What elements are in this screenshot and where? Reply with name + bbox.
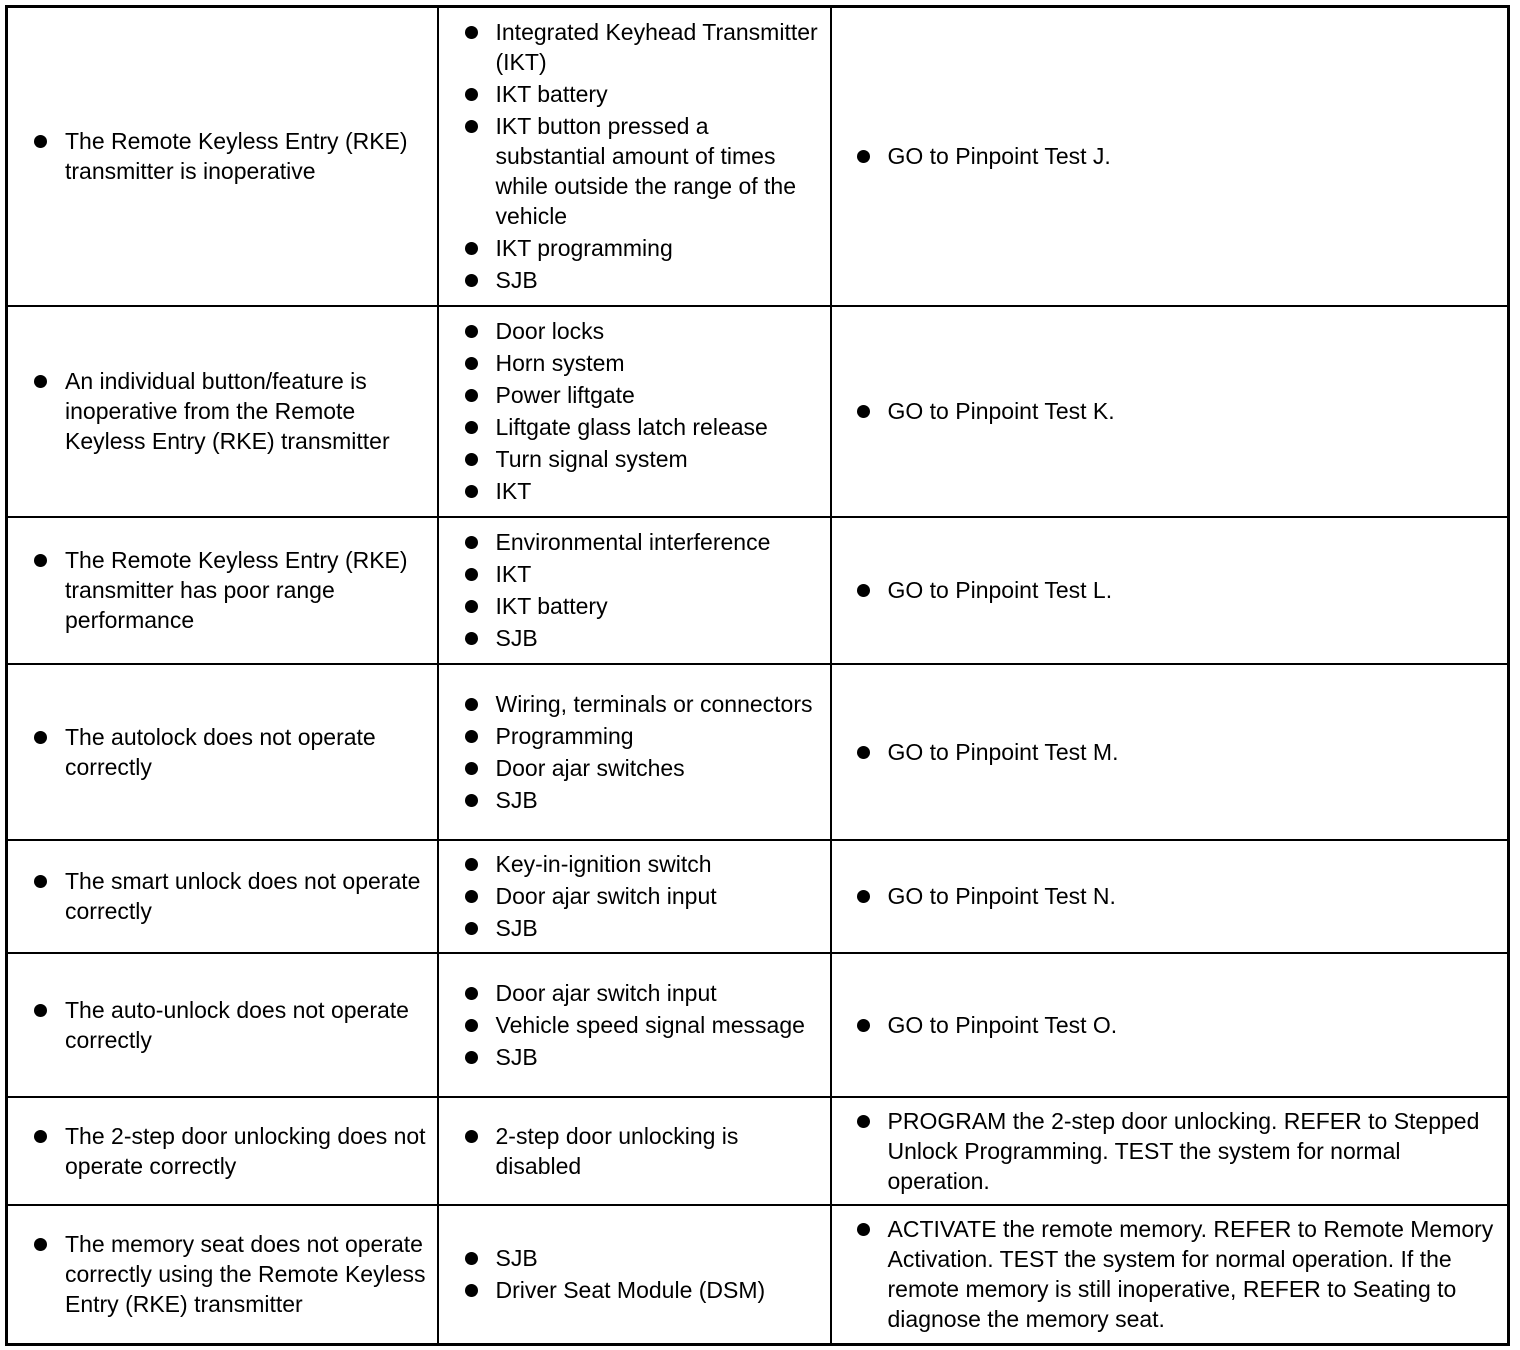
action-text: GO to Pinpoint Test N. <box>887 883 1116 909</box>
cause-list <box>439 849 830 943</box>
bullet-icon <box>465 389 478 402</box>
list-item <box>496 1010 824 1040</box>
cause-text: IKT battery <box>495 593 608 619</box>
table-row <box>7 953 1509 1097</box>
symptom-list <box>8 1121 437 1181</box>
table-row <box>7 1205 1509 1345</box>
bullet-icon <box>34 375 47 388</box>
cause-cell <box>438 306 831 517</box>
cause-list <box>439 689 830 815</box>
cause-cell <box>438 517 831 664</box>
bullet-icon <box>465 88 478 101</box>
bullet-icon <box>34 135 47 148</box>
cause-text: Liftgate glass latch release <box>495 414 768 440</box>
cause-list <box>439 316 830 506</box>
list-item <box>888 396 1496 426</box>
cause-list <box>439 1243 830 1305</box>
list-item <box>496 978 824 1008</box>
list-item <box>888 1010 1496 1040</box>
bullet-icon <box>465 730 478 743</box>
list-item <box>496 559 824 589</box>
list-item <box>496 380 824 410</box>
cause-text: Turn signal system <box>495 446 688 472</box>
bullet-icon <box>857 1223 870 1236</box>
symptom-text: The autolock does not operate correctly <box>65 723 376 780</box>
symptom-chart-table <box>5 5 1510 1346</box>
cause-text: Integrated Keyhead Transmitter (IKT) <box>495 19 818 76</box>
cause-text: 2-step door unlocking is disabled <box>495 1122 739 1179</box>
cause-text: Vehicle speed signal message <box>495 1011 805 1038</box>
cause-text: Environmental interference <box>495 529 771 555</box>
bullet-icon <box>465 600 478 613</box>
list-item <box>496 785 824 815</box>
bullet-icon <box>34 554 47 567</box>
symptom-list <box>8 366 437 456</box>
list-item <box>65 1121 429 1181</box>
list-item <box>496 17 824 77</box>
action-text: GO to Pinpoint Test L. <box>887 577 1113 603</box>
list-item <box>888 1106 1496 1196</box>
cause-cell <box>438 840 831 953</box>
cause-list <box>439 17 830 295</box>
list-item <box>496 913 824 943</box>
list-item <box>496 476 824 506</box>
table-row <box>7 7 1509 306</box>
cause-text: IKT <box>495 561 532 587</box>
cause-text: Door ajar switch input <box>495 883 717 909</box>
action-text: GO to Pinpoint Test J. <box>887 143 1111 170</box>
bullet-icon <box>465 858 478 871</box>
cause-text: IKT button pressed a substantial amount of times while outside the range of the vehicle <box>495 113 796 230</box>
bullet-icon <box>465 1019 478 1032</box>
table-row <box>7 1097 1509 1205</box>
bullet-icon <box>465 1252 478 1265</box>
list-item <box>496 1121 824 1181</box>
symptom-cell <box>7 953 438 1097</box>
action-cell <box>831 1205 1509 1345</box>
cause-text: SJB <box>495 915 538 941</box>
table-row <box>7 664 1509 840</box>
list-item <box>496 412 824 442</box>
cause-text: SJB <box>495 1043 538 1070</box>
symptom-cell <box>7 664 438 840</box>
symptom-text: The 2-step door unlocking does not operate correctly <box>65 1122 426 1179</box>
list-item <box>496 623 824 653</box>
action-text: PROGRAM the 2-step door unlocking. REFER to Stepped Unlock Programming. TEST the system for normal operation. <box>887 1107 1480 1194</box>
action-list <box>832 575 1508 605</box>
list-item <box>888 141 1496 171</box>
list-item <box>888 737 1496 767</box>
action-text: GO to Pinpoint Test O. <box>887 1011 1118 1038</box>
bullet-icon <box>34 875 47 888</box>
symptom-text: The auto-unlock does not operate correctly <box>65 996 409 1053</box>
list-item <box>496 591 824 621</box>
bullet-icon <box>34 731 47 744</box>
action-text: ACTIVATE the remote memory. REFER to Remote Memory Activation. TEST the system for normal operation. If the remote memory is still inoperative, REFER to Seating to diagnose the memory seat. <box>887 1216 1494 1333</box>
cause-text: IKT <box>495 478 532 504</box>
bullet-icon <box>465 1051 478 1064</box>
bullet-icon <box>34 1238 47 1251</box>
bullet-icon <box>857 890 870 903</box>
cause-list <box>439 1121 830 1181</box>
cause-text: SJB <box>495 267 538 294</box>
table-body <box>7 7 1509 1345</box>
action-list <box>832 1214 1508 1334</box>
list-item <box>496 849 824 879</box>
list-item <box>65 995 429 1055</box>
bullet-icon <box>857 584 870 597</box>
bullet-icon <box>465 274 478 287</box>
action-list <box>832 396 1508 426</box>
bullet-icon <box>465 987 478 1000</box>
list-item <box>65 366 429 456</box>
table-row <box>7 517 1509 664</box>
list-item <box>496 233 824 263</box>
list-item <box>496 444 824 474</box>
symptom-text: The Remote Keyless Entry (RKE) transmitter is inoperative <box>65 128 408 185</box>
cause-text: SJB <box>495 625 538 651</box>
list-item <box>496 753 824 783</box>
bullet-icon <box>465 325 478 338</box>
symptom-cell <box>7 840 438 953</box>
symptom-text: The memory seat does not operate correctly using the Remote Keyless Entry (RKE) transmitter <box>65 1231 426 1318</box>
bullet-icon <box>465 421 478 434</box>
cause-text: Door ajar switch input <box>495 979 717 1006</box>
action-list <box>832 737 1508 767</box>
list-item <box>888 1214 1496 1334</box>
cause-cell <box>438 664 831 840</box>
action-list <box>832 1106 1508 1196</box>
cause-text: Power liftgate <box>495 382 635 408</box>
list-item <box>496 527 824 557</box>
action-cell <box>831 517 1509 664</box>
list-item <box>496 316 824 346</box>
bullet-icon <box>465 1284 478 1297</box>
action-cell <box>831 664 1509 840</box>
list-item <box>496 1275 824 1305</box>
symptom-text: An individual button/feature is inoperative from the Remote Keyless Entry (RKE) transmitter <box>65 368 390 454</box>
cause-cell <box>438 953 831 1097</box>
action-cell <box>831 953 1509 1097</box>
action-cell <box>831 840 1509 953</box>
bullet-icon <box>857 746 870 759</box>
bullet-icon <box>465 485 478 498</box>
list-item <box>888 881 1496 911</box>
action-text: GO to Pinpoint Test M. <box>887 738 1119 765</box>
bullet-icon <box>465 120 478 133</box>
symptom-list <box>8 545 437 635</box>
list-item <box>65 722 429 782</box>
cause-list <box>439 978 830 1072</box>
bullet-icon <box>465 536 478 549</box>
action-list <box>832 141 1508 171</box>
action-list <box>832 1010 1508 1040</box>
symptom-cell <box>7 306 438 517</box>
list-item <box>65 545 429 635</box>
cause-list <box>439 527 830 653</box>
bullet-icon <box>857 150 870 163</box>
list-item <box>496 1042 824 1072</box>
list-item <box>496 721 824 751</box>
bullet-icon <box>465 762 478 775</box>
list-item <box>65 866 429 926</box>
bullet-icon <box>465 242 478 255</box>
cause-text: IKT programming <box>495 235 673 262</box>
bullet-icon <box>465 794 478 807</box>
list-item <box>65 1229 429 1319</box>
list-item <box>496 881 824 911</box>
cause-text: IKT battery <box>495 81 608 108</box>
cause-text: Door ajar switches <box>495 754 685 781</box>
symptom-cell <box>7 1097 438 1205</box>
symptom-cell <box>7 1205 438 1345</box>
list-item <box>496 689 824 719</box>
list-item <box>65 126 429 186</box>
list-item <box>888 575 1496 605</box>
symptom-text: The smart unlock does not operate correctly <box>65 868 421 924</box>
symptom-list <box>8 866 437 926</box>
action-cell <box>831 1097 1509 1205</box>
bullet-icon <box>34 1004 47 1017</box>
bullet-icon <box>857 1019 870 1032</box>
list-item <box>496 265 824 295</box>
bullet-icon <box>465 698 478 711</box>
bullet-icon <box>465 357 478 370</box>
list-item <box>496 111 824 231</box>
list-item <box>496 348 824 378</box>
cause-text: Driver Seat Module (DSM) <box>495 1277 766 1304</box>
bullet-icon <box>34 1130 47 1143</box>
cause-text: Wiring, terminals or connectors <box>495 690 813 717</box>
cause-text: Key-in-ignition switch <box>495 851 712 877</box>
cause-text: SJB <box>495 786 538 813</box>
action-cell <box>831 7 1509 306</box>
bullet-icon <box>465 1130 478 1143</box>
bullet-icon <box>857 405 870 418</box>
cause-text: Door locks <box>495 318 605 344</box>
symptom-cell <box>7 517 438 664</box>
bullet-icon <box>465 890 478 903</box>
cause-text: SJB <box>495 1245 538 1272</box>
symptom-list <box>8 722 437 782</box>
symptom-cell <box>7 7 438 306</box>
cause-cell <box>438 7 831 306</box>
bullet-icon <box>465 453 478 466</box>
symptom-list <box>8 995 437 1055</box>
bullet-icon <box>465 922 478 935</box>
bullet-icon <box>465 632 478 645</box>
bullet-icon <box>465 26 478 39</box>
action-text: GO to Pinpoint Test K. <box>887 398 1115 424</box>
symptom-list <box>8 126 437 186</box>
list-item <box>496 79 824 109</box>
list-item <box>496 1243 824 1273</box>
symptom-text: The Remote Keyless Entry (RKE) transmitter has poor range performance <box>65 547 408 633</box>
bullet-icon <box>857 1115 870 1128</box>
cause-cell <box>438 1097 831 1205</box>
table-row <box>7 840 1509 953</box>
symptom-list <box>8 1229 437 1319</box>
cause-text: Horn system <box>495 350 625 376</box>
table-row <box>7 306 1509 517</box>
action-cell <box>831 306 1509 517</box>
cause-cell <box>438 1205 831 1345</box>
cause-text: Programming <box>495 722 634 749</box>
action-list <box>832 881 1508 911</box>
bullet-icon <box>465 568 478 581</box>
